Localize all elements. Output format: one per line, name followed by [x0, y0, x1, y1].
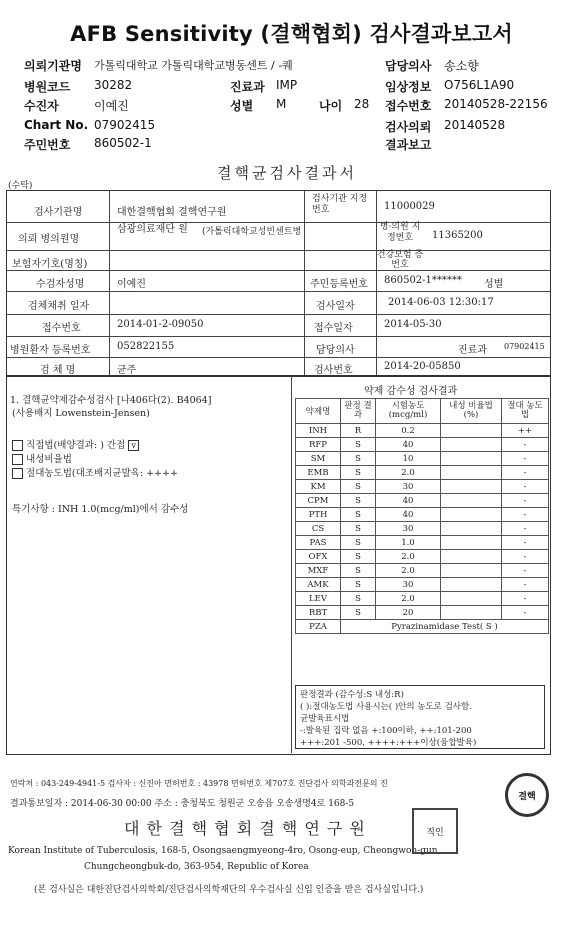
header-label: 진료과	[230, 80, 265, 94]
table-cell	[441, 564, 502, 578]
checkbox	[12, 440, 23, 451]
field-value: 삼광의료재단 원	[117, 224, 188, 235]
field-value: 07902415	[504, 342, 545, 351]
table-cell: ++	[502, 424, 549, 438]
drug-table	[295, 398, 549, 634]
table-row	[296, 592, 549, 606]
table-cell: 2.0	[376, 564, 441, 578]
table-row	[296, 494, 549, 508]
table-cell: CS	[296, 522, 341, 536]
field-value: 052822155	[117, 341, 175, 352]
table-cell	[441, 494, 502, 508]
table-cell	[441, 424, 502, 438]
table-cell: S	[341, 550, 376, 564]
header-label: 결과보고	[385, 138, 432, 152]
table-cell: KM	[296, 480, 341, 494]
header-value: 28	[354, 97, 370, 111]
header-value: 이예진	[94, 99, 129, 113]
table-cell	[441, 480, 502, 494]
table-cell: LEV	[296, 592, 341, 606]
table-cell: S	[341, 536, 376, 550]
table-row	[296, 606, 549, 620]
field-label: 건강보험 증번호	[376, 250, 424, 270]
table-cell	[441, 550, 502, 564]
field-label: 보험자기호(명칭)	[12, 259, 88, 270]
table-cell: 40	[376, 508, 441, 522]
field-label: 진료과	[458, 345, 487, 356]
field-label: 접수번호	[42, 323, 81, 334]
table-cell: -	[502, 536, 549, 550]
table-cell: PTH	[296, 508, 341, 522]
field-value: 이예진	[117, 279, 146, 290]
table-cell: -	[502, 452, 549, 466]
table-row	[296, 522, 549, 536]
table-cell: S	[341, 564, 376, 578]
table-cell: 40	[376, 438, 441, 452]
header-value: IMP	[276, 78, 298, 92]
header-label: 임상정보	[385, 80, 432, 94]
legend-line: -:발육된 집락 없음 +:100이하, ++:101-200	[300, 726, 472, 736]
header-label: 성별	[230, 99, 254, 113]
table-cell	[441, 466, 502, 480]
table-cell: -	[502, 438, 549, 452]
table-row	[296, 466, 549, 480]
table-cell: Pyrazinamidase Test( S )	[341, 620, 549, 634]
table-row	[296, 578, 549, 592]
table-cell: S	[341, 466, 376, 480]
table-cell: S	[341, 508, 376, 522]
column-header: 절대 농도법	[502, 399, 549, 424]
header-value: 가톨릭대학교 가톨릭대학교병동센트 / -퀘	[94, 59, 293, 72]
table-cell: PAS	[296, 536, 341, 550]
org-name-en: Korean Institute of Tuberculosis, 168-5, Osongsaengmyeong-4ro, Osong-eup, Cheongwon-gun,	[8, 846, 441, 856]
table-cell: 30	[376, 522, 441, 536]
table-cell: 30	[376, 480, 441, 494]
header-label: 나이	[319, 99, 343, 113]
table-cell: S	[341, 592, 376, 606]
checkbox	[12, 468, 23, 479]
option-absolute: 절대농도법(대조배지균발육: ++++	[26, 468, 178, 479]
field-label: 검사기관명	[34, 207, 83, 218]
table-cell: 2.0	[376, 466, 441, 480]
field-value: (가톨릭대학교성빈센트병	[202, 227, 302, 237]
table-cell: S	[341, 494, 376, 508]
report-title: AFB Sensitivity (결핵협회) 검사결과보고서	[70, 22, 513, 46]
table-cell	[441, 508, 502, 522]
table-cell: -	[502, 466, 549, 480]
table-cell: 30	[376, 578, 441, 592]
method-line: (사용배지 Lowenstein-Jensen)	[12, 408, 150, 419]
table-row	[296, 564, 549, 578]
field-label: 검체채취 일자	[28, 301, 90, 312]
table-cell: R	[341, 424, 376, 438]
table-cell: 20	[376, 606, 441, 620]
header-label: Chart No.	[24, 118, 89, 132]
table-cell: S	[341, 452, 376, 466]
table-cell: -	[502, 578, 549, 592]
table-cell: OFX	[296, 550, 341, 564]
table-row	[296, 424, 549, 438]
field-label: 수검자성명	[36, 279, 85, 290]
table-caption: 약제 감수성 검사결과	[364, 386, 458, 397]
field-value: 11000029	[384, 201, 435, 212]
table-cell: S	[341, 480, 376, 494]
table-cell: PZA	[296, 620, 341, 634]
field-value: 균주	[117, 365, 137, 376]
drug-rows	[296, 424, 549, 620]
table-cell: 10	[376, 452, 441, 466]
table-cell: S	[341, 438, 376, 452]
institute-seal: 결핵	[505, 773, 549, 817]
field-label: 병·의원 지정번호	[379, 222, 421, 243]
table-cell	[441, 522, 502, 536]
table-cell: S	[341, 606, 376, 620]
table-cell	[441, 578, 502, 592]
field-value: 2014-05-30	[384, 319, 442, 330]
field-label: 검사일자	[316, 301, 355, 312]
header-value: 30282	[94, 78, 133, 92]
legend-line: 판정결과 (감수성:S 내성:R)	[300, 690, 404, 700]
option-direct: 직접법(배양결과: ) 간접	[26, 440, 126, 451]
report-heading: 결핵균검사결과서	[217, 164, 357, 182]
table-cell: -	[502, 522, 549, 536]
checkbox	[12, 454, 23, 465]
table-cell: -	[502, 494, 549, 508]
field-value: 2014-06-03 12:30:17	[388, 297, 494, 308]
header-value: 송소향	[444, 59, 479, 73]
field-label: 접수일자	[314, 323, 353, 334]
table-cell: S	[341, 522, 376, 536]
table-cell: RFP	[296, 438, 341, 452]
header-label: 주민번호	[24, 138, 71, 152]
table-row	[296, 550, 549, 564]
table-cell: AMK	[296, 578, 341, 592]
footer-contact: 연락처 : 043-249-4941-5 검사자 : 신진아 면허번호 : 43978 면허번호 제707호 진단검사 의학과전문의 진	[10, 779, 388, 788]
column-header: 내성 비율법(%)	[441, 399, 502, 424]
table-cell	[441, 536, 502, 550]
stamp-top: (수탁)	[8, 181, 33, 191]
column-header: 시험농도 (mcg/ml)	[376, 399, 441, 424]
table-cell: RBT	[296, 606, 341, 620]
footer-date: 결과통보일자 : 2014-06-30 00:00 주소 : 충청북도 청원군 오송읍 오송생명4로 168-5	[10, 799, 355, 809]
table-cell: 2.0	[376, 550, 441, 564]
director-stamp: 직인	[412, 808, 458, 854]
header-value: 860502-1	[94, 136, 152, 150]
method-line: 1. 결핵균약제감수성검사 [나406다(2). B4064]	[10, 395, 212, 406]
table-cell: EMB	[296, 466, 341, 480]
header-value: 20140528-22156	[444, 97, 548, 111]
field-value: 대한결핵협회 결핵연구원	[117, 207, 227, 218]
table-row	[296, 438, 549, 452]
org-address: Chungcheongbuk-do, 363-954, Republic of Korea	[84, 862, 309, 872]
table-cell: SM	[296, 452, 341, 466]
field-value: 2014-20-05850	[384, 361, 461, 372]
field-label: 병원환자 등록번호	[10, 345, 91, 356]
table-cell: INH	[296, 424, 341, 438]
table-cell: -	[502, 592, 549, 606]
field-label: 성별	[484, 279, 504, 290]
header-value: 20140528	[444, 118, 506, 132]
field-label: 검 체 명	[40, 365, 76, 376]
table-cell: MXF	[296, 564, 341, 578]
table-row	[296, 452, 549, 466]
checkbox: v	[128, 440, 139, 451]
header-value: 07902415	[94, 118, 156, 132]
table-cell: 0.2	[376, 424, 441, 438]
legend-line: ( ):절대농도법 사용시는( )안의 농도로 검사함.	[300, 702, 472, 712]
table-cell: -	[502, 564, 549, 578]
table-cell: -	[502, 550, 549, 564]
table-cell: -	[502, 480, 549, 494]
table-cell	[441, 592, 502, 606]
table-cell: -	[502, 606, 549, 620]
pza-row	[296, 620, 549, 634]
table-header-row	[296, 399, 549, 424]
table-row	[296, 536, 549, 550]
table-cell	[441, 452, 502, 466]
header-label: 의뢰기관명	[24, 59, 82, 73]
header-label: 접수번호	[385, 99, 432, 113]
field-label: 담당의사	[316, 345, 355, 356]
header-value: O756L1A90	[444, 78, 515, 92]
org-name-ko: 대 한 결 핵 협 회 결 핵 연 구 원	[124, 819, 366, 838]
cert-notice: (본 검사실은 대한진단검사의학회/진단검사의학재단의 우수검사실 신임 인증을 받은 검사실입니다.)	[34, 885, 424, 895]
table-cell: CPM	[296, 494, 341, 508]
table-cell: -	[502, 508, 549, 522]
table-cell: 2.0	[376, 592, 441, 606]
column-header: 판정 결과	[341, 399, 376, 424]
header-label: 수진자	[24, 99, 59, 113]
table-cell: 1.0	[376, 536, 441, 550]
legend-line: 균발육표시법	[300, 714, 350, 724]
field-value: 11365200	[432, 230, 483, 241]
scanned-report	[4, 160, 570, 918]
table-cell: S	[341, 578, 376, 592]
option-ratio: 내성비율법	[26, 454, 72, 465]
table-cell: 40	[376, 494, 441, 508]
table-row	[296, 508, 549, 522]
table-cell	[441, 606, 502, 620]
special-note: 특기사항 : INH 1.0(mcg/ml)에서 감수성	[12, 504, 189, 515]
table-row	[296, 480, 549, 494]
header-label: 담당의사	[385, 59, 432, 73]
field-label: 검사기관 지정번호	[312, 194, 368, 215]
field-label: 주민등록번호	[310, 279, 368, 290]
field-label: 검사번호	[314, 365, 353, 376]
field-label: 의뢰 병의원명	[18, 234, 80, 245]
header-value: M	[276, 97, 287, 111]
table-cell	[441, 438, 502, 452]
header-label: 병원코드	[24, 80, 71, 94]
header-label: 검사의뢰	[385, 120, 432, 134]
field-value: 860502-1******	[384, 275, 462, 286]
field-value: 2014-01-2-09050	[117, 319, 204, 330]
column-header: 약제명	[296, 399, 341, 424]
legend-line: +++:201 -500, ++++:+++이상(융합발육)	[300, 738, 477, 748]
